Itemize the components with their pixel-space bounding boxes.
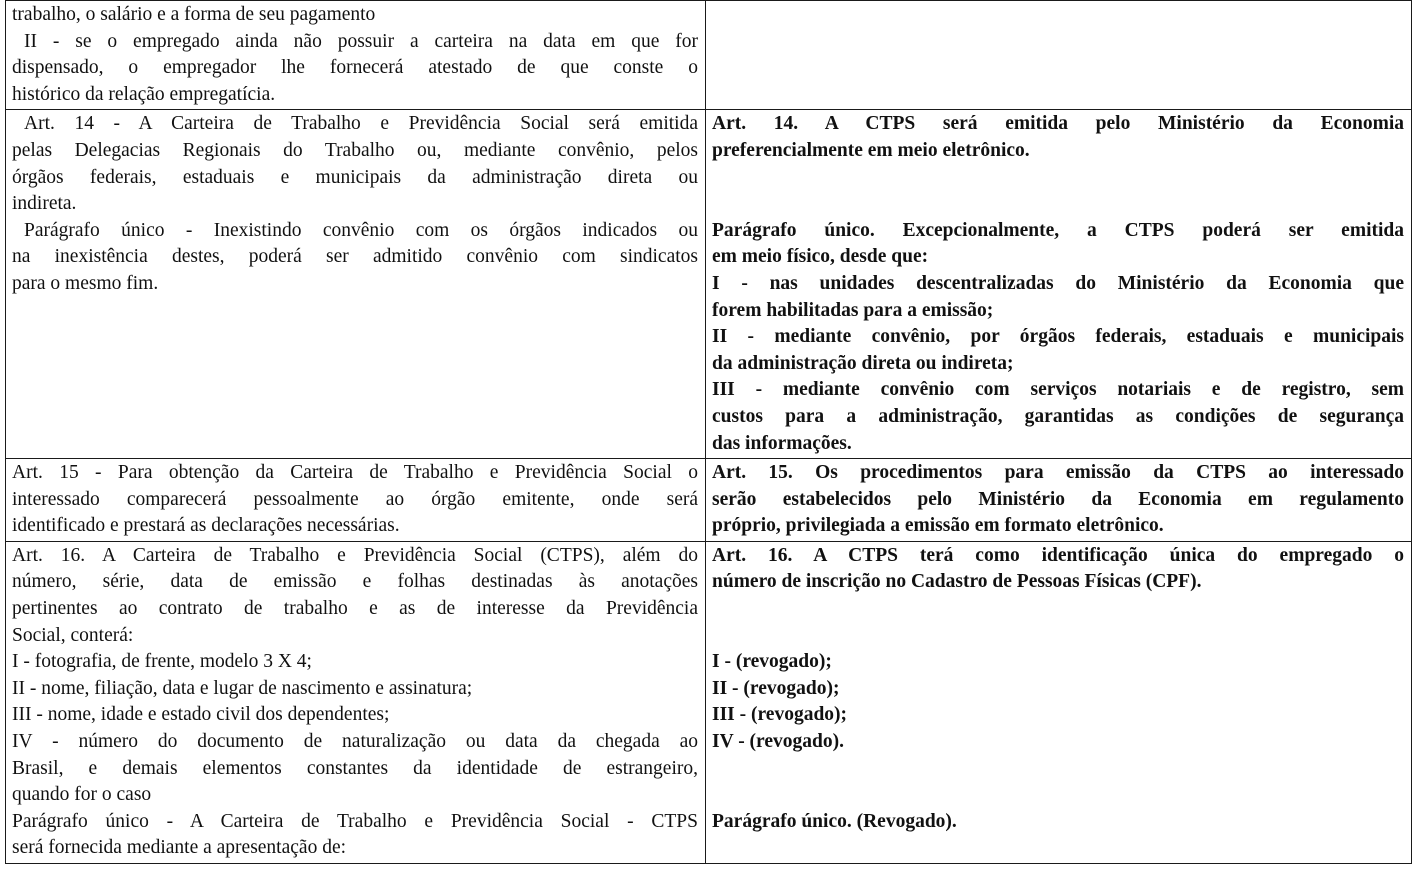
text-line: na inexistência destes, poderá ser admitido convênio com sindicatos: [12, 246, 698, 268]
text-line: Brasil, e demais elementos constantes da identidade de estrangeiro,: [12, 757, 698, 779]
text-line: dispensado, o empregador lhe fornecerá atestado de que conste o: [12, 57, 698, 79]
text-line: IV - (revogado).: [712, 731, 844, 753]
text-line: Social, conterá:: [12, 624, 134, 646]
text-line: interessado comparecerá pessoalmente ao órgão emitente, onde será: [12, 488, 698, 510]
text-line: serão estabelecidos pelo Ministério da Economia em regulamento: [712, 488, 1404, 510]
new-text-cell: [706, 459, 1412, 542]
new-text-cell: [706, 541, 1412, 863]
text-line: Parágrafo único. (Revogado).: [712, 810, 957, 832]
text-line: Art. 14. A CTPS será emitida pelo Ministério da Economia: [712, 113, 1404, 135]
old-text-cell: [6, 459, 706, 542]
text-line: Parágrafo único - A Carteira de Trabalho e Previdência Social - CTPS: [12, 810, 698, 832]
text-line: preferencialmente em meio eletrônico.: [712, 139, 1030, 161]
text-line: identificado e prestará as declarações necessárias.: [12, 515, 400, 537]
text-line: será fornecida mediante a apresentação de:: [12, 837, 347, 859]
text-line: da administração direta ou indireta;: [712, 352, 1014, 374]
text-line: II - se o empregado ainda não possuir a carteira na data em que for: [24, 30, 698, 52]
table-row: [6, 1, 1412, 110]
text-line: para o mesmo fim.: [12, 272, 159, 294]
text-line: I - (revogado);: [712, 651, 832, 673]
text-line: pertinentes ao contrato de trabalho e as de interesse da Previdência: [12, 598, 698, 620]
text-line: II - mediante convênio, por órgãos federais, estaduais e municipais: [712, 326, 1404, 348]
text-line: Art. 15 - Para obtenção da Carteira de Trabalho e Previdência Social o: [12, 462, 698, 484]
text-line: Art. 14 - A Carteira de Trabalho e Previdência Social será emitida: [24, 113, 698, 135]
table-row: [6, 110, 1412, 459]
text-line: III - nome, idade e estado civil dos dependentes;: [12, 704, 390, 726]
text-line: IV - número do documento de naturalização ou data da chegada ao: [12, 731, 698, 753]
text-line: forem habilitadas para a emissão;: [712, 299, 994, 321]
text-line: número, série, data de emissão e folhas destinadas às anotações: [12, 571, 698, 593]
blank-space: [712, 596, 1404, 649]
text-line: Art. 16. A Carteira de Trabalho e Previdência Social (CTPS), além do: [12, 544, 698, 566]
text-line: II - nome, filiação, data e lugar de nascimento e assinatura;: [12, 677, 473, 699]
text-line: I - fotografia, de frente, modelo 3 X 4;: [12, 651, 312, 673]
text-line: indireta.: [12, 193, 77, 215]
text-line: histórico da relação empregatícia.: [12, 83, 276, 105]
text-line: órgãos federais, estaduais e municipais da administração direta ou: [12, 166, 698, 188]
text-line: pelas Delegacias Regionais do Trabalho ou, mediante convênio, pelos: [12, 139, 698, 161]
old-text-cell: [6, 1, 706, 110]
new-text-cell: [706, 1, 1412, 110]
old-text-cell: [6, 110, 706, 459]
text-line: próprio, privilegiada a emissão em formato eletrônico.: [712, 515, 1164, 537]
text-line: I - nas unidades descentralizadas do Ministério da Economia que: [712, 272, 1404, 294]
text-line: III - (revogado);: [712, 704, 848, 726]
new-text-cell: [706, 110, 1412, 459]
blank-space: [712, 756, 1404, 809]
text-line: trabalho, o salário e a forma de seu pagamento: [12, 4, 376, 25]
text-line: das informações.: [712, 432, 852, 454]
text-line: Art. 16. A CTPS terá como identificação única do empregado o: [712, 544, 1404, 566]
text-line: custos para a administração, garantidas as condições de segurança: [712, 405, 1404, 427]
text-line: Parágrafo único. Excepcionalmente, a CTPS poderá ser emitida: [712, 219, 1404, 241]
text-line: II - (revogado);: [712, 677, 840, 699]
table-row: [6, 541, 1412, 863]
text-line: III - mediante convênio com serviços notariais e de registro, sem: [712, 379, 1404, 401]
text-line: em meio físico, desde que:: [712, 246, 929, 268]
text-line: Parágrafo único - Inexistindo convênio com os órgãos indicados ou: [24, 219, 698, 241]
old-text-cell: [6, 541, 706, 863]
table-row: [6, 459, 1412, 542]
text-line: quando for o caso: [12, 784, 152, 806]
blank-space: [712, 165, 1404, 218]
text-line: número de inscrição no Cadastro de Pessoas Físicas (CPF).: [712, 571, 1202, 593]
text-line: Art. 15. Os procedimentos para emissão da CTPS ao interessado: [712, 462, 1404, 484]
comparison-table: [5, 0, 1412, 864]
